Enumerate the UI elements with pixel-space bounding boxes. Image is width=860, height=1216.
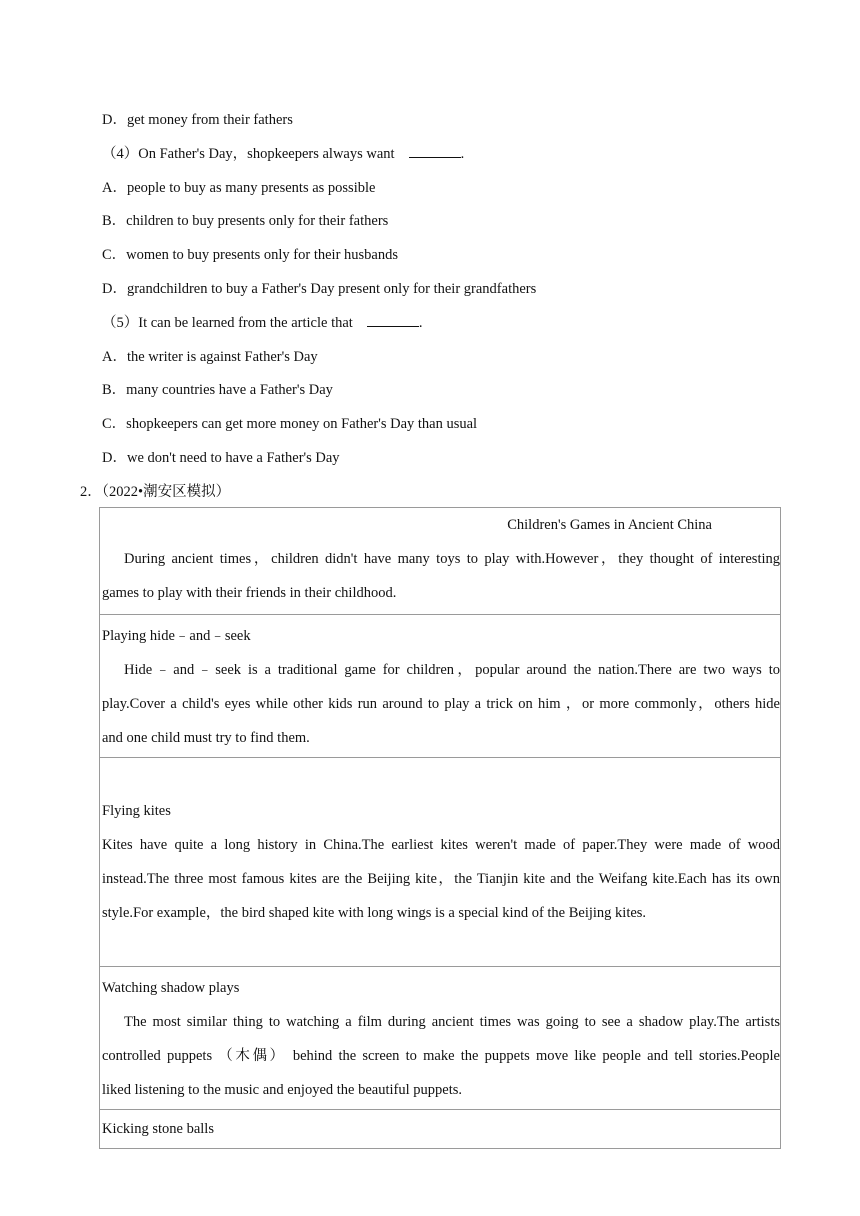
intro-line: During ancient times，children didn't have many toys to play with.However，they thought of interesting bbox=[124, 551, 780, 567]
flying-kites-cell bbox=[100, 758, 781, 967]
table-row bbox=[100, 508, 781, 615]
section-line: controlled puppets （木偶） behind the screen to make the puppets move like people and tell stories.People bbox=[102, 1048, 780, 1064]
q4-option-a: A．people to buy as many presents as possible bbox=[102, 180, 376, 196]
q5-stem-text: （5）It can be learned from the article that bbox=[102, 315, 353, 331]
section-line: play.Cover a child's eyes while other kids run around to play a trick on him ，or more commonly，others hide bbox=[102, 696, 780, 712]
q4-option-c: C．women to buy presents only for their husbands bbox=[102, 247, 399, 263]
q4-option-d: D．grandchildren to buy a Father's Day present only for their grandfathers bbox=[102, 281, 537, 297]
q5-option-a: A．the writer is against Father's Day bbox=[102, 349, 318, 365]
section-line: style.For example，the bird shaped kite with long wings is a special kind of the Beijing kites. bbox=[102, 905, 647, 921]
shadow-plays-cell bbox=[100, 967, 781, 1110]
passage-title: Children's Games in Ancient China bbox=[507, 517, 712, 533]
section-line: Hide﹣and﹣seek is a traditional game for children，popular around the nation.There are two ways to bbox=[124, 662, 780, 678]
q4-stem-end: . bbox=[460, 146, 465, 162]
q4-option-b: B．children to buy presents only for their fathers bbox=[102, 213, 389, 229]
section-line: liked listening to the music and enjoyed the beautiful puppets. bbox=[102, 1082, 463, 1098]
question-2-header: 2．（2022•潮安区模拟） bbox=[80, 484, 231, 500]
stone-balls-cell bbox=[100, 1110, 781, 1149]
q3-option-d: D．get money from their fathers bbox=[102, 112, 293, 128]
section-heading: Kicking stone balls bbox=[102, 1121, 214, 1137]
answer-blank bbox=[367, 314, 419, 327]
section-heading: Flying kites bbox=[102, 803, 171, 819]
q5-stem-end: . bbox=[418, 315, 423, 331]
section-line: instead.The three most famous kites are the Beijing kite，the Tianjin kite and the Weifang kite.Each has its own bbox=[102, 871, 780, 887]
table-row bbox=[100, 1110, 781, 1149]
intro-line: games to play with their friends in their childhood. bbox=[102, 585, 397, 601]
q5-option-c: C．shopkeepers can get more money on Father's Day than usual bbox=[102, 416, 478, 432]
q4-stem bbox=[102, 144, 464, 164]
section-heading: Playing hide﹣and﹣seek bbox=[102, 628, 251, 644]
q4-stem-text: （4）On Father's Day，shopkeepers always want bbox=[102, 146, 395, 162]
q5-option-b: B．many countries have a Father's Day bbox=[102, 382, 333, 398]
answer-blank bbox=[409, 145, 461, 158]
reading-passage-table bbox=[99, 507, 781, 1149]
table-row bbox=[100, 758, 781, 967]
q5-option-d: D．we don't need to have a Father's Day bbox=[102, 450, 340, 466]
section-line: and one child must try to find them. bbox=[102, 730, 310, 746]
intro-cell bbox=[100, 508, 781, 615]
section-line: Kites have quite a long history in China.The earliest kites weren't made of paper.They were made of wood bbox=[102, 837, 780, 853]
table-row bbox=[100, 967, 781, 1110]
section-heading: Watching shadow plays bbox=[102, 980, 240, 996]
q5-stem bbox=[102, 313, 422, 333]
hide-and-seek-cell bbox=[100, 615, 781, 758]
table-row bbox=[100, 615, 781, 758]
section-line: The most similar thing to watching a film during ancient times was going to see a shadow play.The artists bbox=[124, 1014, 780, 1030]
